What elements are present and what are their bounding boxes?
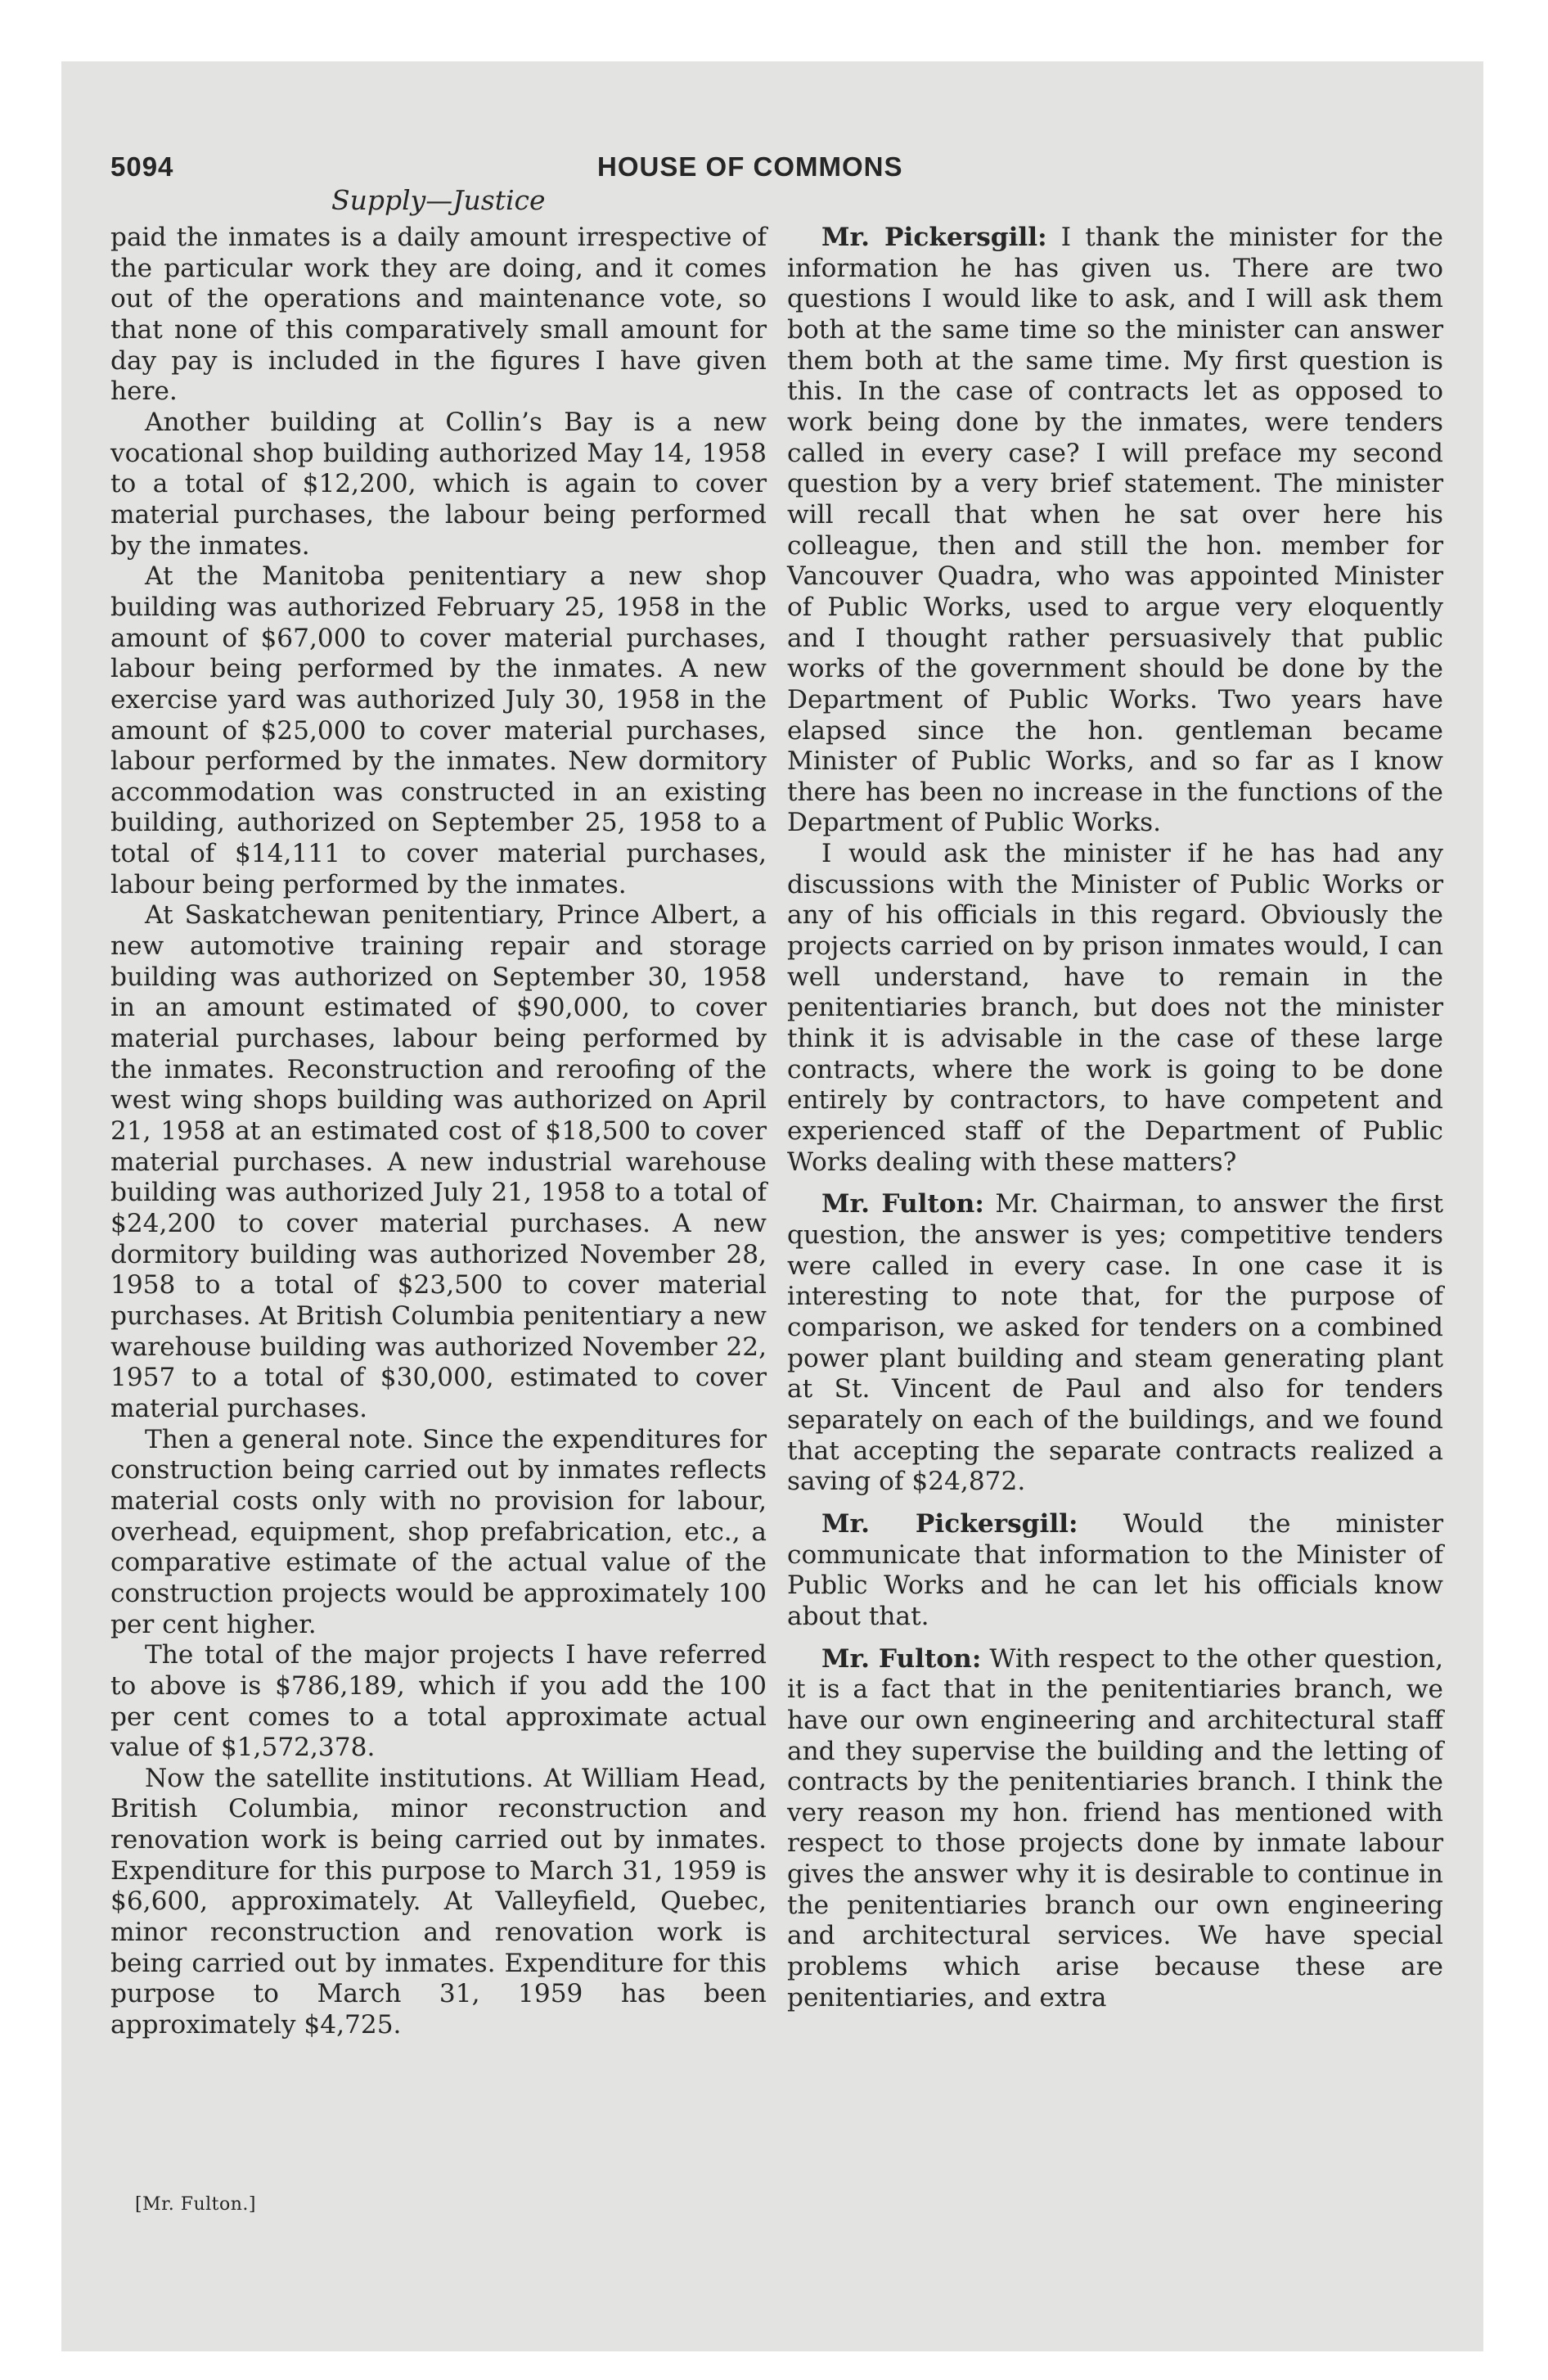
speech-paragraph xyxy=(787,223,1443,839)
paragraph: At Saskatchewan penitentiary, Prince Albert, a new automotive training repair and storage building was authorized on September 30, 1958 in an amount estimated of $90,000, to cover material purchases, labour being performed by the inmates. Reconstruction and reroofing of the west wing shops building was authorized on April 21, 1958 at an estimated cost of $18,500 to cover material purchases. A new industrial warehouse building was authorized July 21, 1958 to a total of $24,200 to cover material purchases. A new dormitory building was authorized November 28, 1958 to a total of $23,500 to cover material purchases. At British Columbia penitentiary a new warehouse building was authorized November 22, 1957 to a total of $30,000, estimated to cover material purchases. xyxy=(110,900,767,1423)
paragraph: paid the inmates is a daily amount irrespective of the particular work they are doing, and it comes out of the operations and maintenance vote, so that none of this comparatively small amount for day pay is included in the figures I have given here. xyxy=(110,223,767,407)
speech-text: Mr. Chairman, to answer the first question, the answer is yes; competitive tenders were called in every case. In one case it is interesting to note that, for the purpose of comparison, we asked for tenders on a combined power plant building and steam generating plant at St. Vincent de Paul and also for tenders separately on each of the buildings, and we found that accepting the separate contracts realized a saving of $24,872. xyxy=(787,1189,1443,1497)
page-header-title: HOUSE OF COMMONS xyxy=(597,151,903,182)
section-heading: Supply—Justice xyxy=(331,184,546,216)
right-column xyxy=(787,223,1443,2013)
speech-text: Would the minister communicate that information to the Minister of Public Works and he can let his officials know about that. xyxy=(787,1508,1443,1631)
speech-paragraph xyxy=(787,1189,1443,1498)
page-number: 5094 xyxy=(110,151,174,182)
speaker-name: Mr. Fulton: xyxy=(821,1189,984,1219)
speech-paragraph xyxy=(787,1644,1443,2014)
speaker-name: Mr. Fulton: xyxy=(821,1643,982,1674)
paragraph: Then a general note. Since the expenditures for construction being carried out by inmates reflects material costs only with no provision for labour, overhead, equipment, shop prefabrication, etc., a comparative estimate of the actual value of the construction projects would be approximately 100 per cent higher. xyxy=(110,1424,767,1639)
speaker-name: Mr. Pickersgill: xyxy=(821,1508,1078,1539)
speech-text: I would ask the minister if he has had any discussions with the Minister of Public Works or any of his officials in this regard. Obviously the projects carried on by prison inmates would, I can well understand, have to remain in the penitentiaries branch, but does not the minister think it is advisable in the case of these large contracts, where the work is going to be done entirely by contractors, to have competent and experienced staff of the Department of Public Works dealing with these matters? xyxy=(787,839,1443,1177)
paragraph: Now the satellite institutions. At William Head, British Columbia, minor reconstruction and renovation work is being carried out by inmates. Expenditure for this purpose to March 31, 1959 is $6,600, approximately. At Valleyfield, Quebec, minor reconstruction and renovation work is being carried out by inmates. Expenditure for this purpose to March 31, 1959 has been approximately $4,725. xyxy=(110,1763,767,2040)
speech-text: I thank the minister for the information he has given us. There are two questions I would like to ask, and I will ask them both at the same time so the minister can answer them both at the same time. My first question is this. In the case of contracts let as opposed to work being done by the inmates, were tenders called in every case? I will preface my second question by a very brief statement. The minister will recall that when he sat over here his colleague, then and still the hon. member for Vancouver Quadra, who was appointed Minister of Public Works, used to argue very eloquently and I thought rather persuasively that public works of the government should be done by the Department of Public Works. Two years have elapsed since the hon. gentleman became Minister of Public Works, and so far as I know there has been no increase in the functions of the Department of Public Works. xyxy=(787,223,1443,838)
left-column xyxy=(110,223,767,2041)
speech-text: With respect to the other question, it is a fact that in the penitentiaries branch, we have our own engineering and architectural staff and they supervise the building and the letting of contracts by the penitentiaries branch. I think the very reason my hon. friend has mentioned with respect to those projects done by inmate labour gives the answer why it is desirable to continue in the penitentiaries branch our own engineering and architectural services. We have special problems which arise because these are penitentiaries, and extra xyxy=(787,1643,1443,2013)
paragraph: Another building at Collin’s Bay is a new vocational shop building authorized May 14, 1958 to a total of $12,200, which is again to cover material purchases, the labour being performed by the inmates. xyxy=(110,407,767,561)
speech-paragraph xyxy=(787,1509,1443,1633)
speaker-footer-note: [Mr. Fulton.] xyxy=(135,2194,256,2215)
paragraph: At the Manitoba penitentiary a new shop building was authorized February 25, 1958 in the amount of $67,000 to cover material purchases, labour being performed by the inmates. A new exercise yard was authorized July 30, 1958 in the amount of $25,000 to cover material purchases, labour performed by the inmates. New dormitory accommodation was constructed in an existing building, authorized on September 25, 1958 to a total of $14,111 to cover material purchases, labour being performed by the inmates. xyxy=(110,561,767,899)
paragraph: The total of the major projects I have referred to above is $786,189, which if you add the 100 per cent comes to a total approximate actual value of $1,572,378. xyxy=(110,1640,767,1763)
speech-paragraph xyxy=(787,839,1443,1178)
speaker-name: Mr. Pickersgill: xyxy=(821,223,1047,252)
